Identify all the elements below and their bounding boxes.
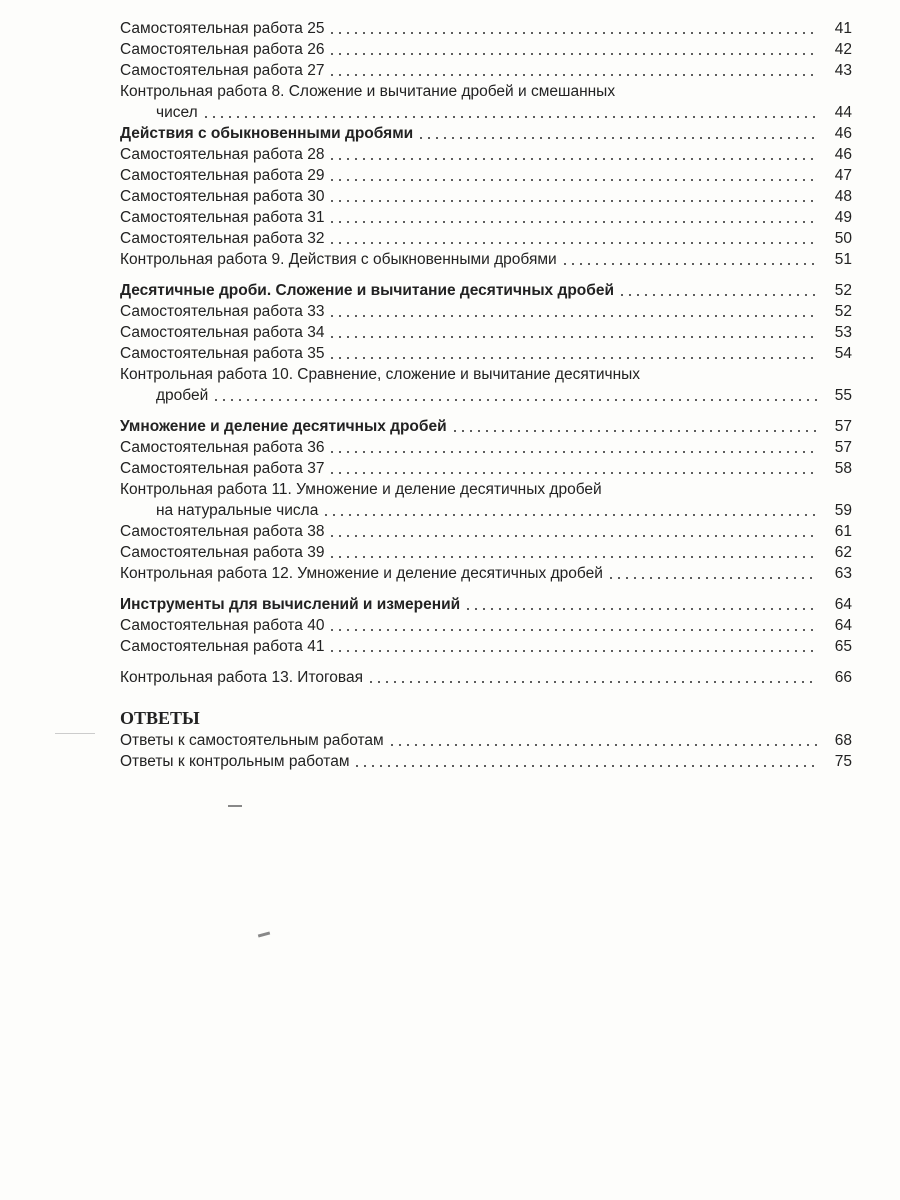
section-heading: Инструменты для вычислений и измерений 64: [120, 596, 852, 613]
page-number: 44: [834, 104, 852, 121]
page-number: 42: [834, 41, 852, 58]
toc-entry: Самостоятельная работа 36 57: [120, 439, 852, 456]
toc-entry: Самостоятельная работа 39 62: [120, 544, 852, 561]
leader-dots: [328, 74, 818, 76]
page-number: 57: [834, 418, 852, 435]
toc-entry: Самостоятельная работа 29 47: [120, 167, 852, 184]
page-number: 49: [834, 209, 852, 226]
table-of-contents: [120, 18, 852, 772]
leader-dots: [328, 179, 818, 181]
leader-dots: [328, 357, 818, 359]
page-number: 51: [834, 251, 852, 268]
toc-entry: Контрольная работа 9. Действия с обыкновенными дробями 51: [120, 251, 852, 268]
toc-entry: Самостоятельная работа 25 41: [120, 20, 852, 37]
leader-dots: [328, 472, 818, 474]
toc-entry: Контрольная работа 13. Итоговая 66: [120, 669, 852, 686]
answers-heading: ОТВЕТЫ: [120, 708, 200, 728]
section-heading: Действия с обыкновенными дробями 46: [120, 125, 852, 142]
page-number: 58: [834, 460, 852, 477]
leader-dots: [328, 535, 818, 537]
leader-dots: [618, 294, 818, 296]
toc-entry-line1: Контрольная работа 10. Сравнение, сложение и вычитание десятичных: [120, 366, 641, 383]
leader-dots: [328, 242, 818, 244]
toc-entry: Самостоятельная работа 30 48: [120, 188, 852, 205]
page-number: 53: [834, 324, 852, 341]
leader-dots: [328, 556, 818, 558]
page-number: 47: [834, 167, 852, 184]
leader-dots: [328, 315, 818, 317]
leader-dots: [561, 263, 818, 265]
leader-dots: [388, 744, 818, 746]
page-number: 68: [834, 732, 852, 749]
page-number: 54: [834, 345, 852, 362]
toc-entry: дробей 55: [156, 387, 852, 404]
leader-dots: [328, 32, 818, 34]
page-number: 57: [834, 439, 852, 456]
page-number: 43: [834, 62, 852, 79]
leader-dots: [328, 629, 818, 631]
toc-entry: Самостоятельная работа 38 61: [120, 523, 852, 540]
toc-entry: Ответы к контрольным работам 75: [120, 753, 852, 770]
page-number: 62: [834, 544, 852, 561]
leader-dots: [322, 514, 818, 516]
scan-speck: [55, 733, 95, 734]
leader-dots: [328, 451, 818, 453]
toc-entry: Самостоятельная работа 34 53: [120, 324, 852, 341]
section-heading: Десятичные дроби. Сложение и вычитание десятичных дробей 52: [120, 282, 852, 299]
leader-dots: [451, 430, 818, 432]
toc-entry: Самостоятельная работа 28 46: [120, 146, 852, 163]
toc-entry: на натуральные числа 59: [156, 502, 852, 519]
leader-dots: [328, 221, 818, 223]
toc-entry: Самостоятельная работа 31 49: [120, 209, 852, 226]
toc-entry: Самостоятельная работа 27 43: [120, 62, 852, 79]
page-number: 48: [834, 188, 852, 205]
page-number: 64: [834, 596, 852, 613]
page-number: 52: [834, 303, 852, 320]
leader-dots: [353, 765, 818, 767]
toc-entry: Контрольная работа 12. Умножение и деление десятичных дробей 63: [120, 565, 852, 582]
toc-entry: Самостоятельная работа 35 54: [120, 345, 852, 362]
leader-dots: [328, 200, 818, 202]
leader-dots: [328, 158, 818, 160]
page-number: 63: [834, 565, 852, 582]
page-number: 61: [834, 523, 852, 540]
toc-entry: чисел 44: [156, 104, 852, 121]
page-number: 46: [834, 146, 852, 163]
leader-dots: [417, 137, 818, 139]
leader-dots: [212, 399, 818, 401]
page-number: 64: [834, 617, 852, 634]
leader-dots: [464, 608, 818, 610]
page-number: 66: [834, 669, 852, 686]
page-number: 46: [834, 125, 852, 142]
toc-entry: Самостоятельная работа 40 64: [120, 617, 852, 634]
leader-dots: [328, 650, 818, 652]
toc-entry: Ответы к самостоятельным работам 68: [120, 732, 852, 749]
page-number: 75: [834, 753, 852, 770]
page-number: 50: [834, 230, 852, 247]
toc-entry: Самостоятельная работа 33 52: [120, 303, 852, 320]
leader-dots: [202, 116, 818, 118]
page-number: 59: [834, 502, 852, 519]
scan-speck: [228, 805, 242, 807]
scan-speck: [258, 931, 270, 937]
leader-dots: [607, 577, 818, 579]
toc-entry: Самостоятельная работа 26 42: [120, 41, 852, 58]
toc-entry-line1: Контрольная работа 11. Умножение и деление десятичных дробей: [120, 481, 602, 498]
leader-dots: [328, 336, 818, 338]
section-heading: Умножение и деление десятичных дробей 57: [120, 418, 852, 435]
page-number: 52: [834, 282, 852, 299]
page-number: 55: [834, 387, 852, 404]
toc-entry: Самостоятельная работа 32 50: [120, 230, 852, 247]
leader-dots: [367, 681, 818, 683]
toc-entry: Самостоятельная работа 37 58: [120, 460, 852, 477]
toc-entry-line1: Контрольная работа 8. Сложение и вычитание дробей и смешанных: [120, 83, 616, 100]
toc-entry: Самостоятельная работа 41 65: [120, 638, 852, 655]
page-number: 41: [834, 20, 852, 37]
leader-dots: [328, 53, 818, 55]
page-number: 65: [834, 638, 852, 655]
